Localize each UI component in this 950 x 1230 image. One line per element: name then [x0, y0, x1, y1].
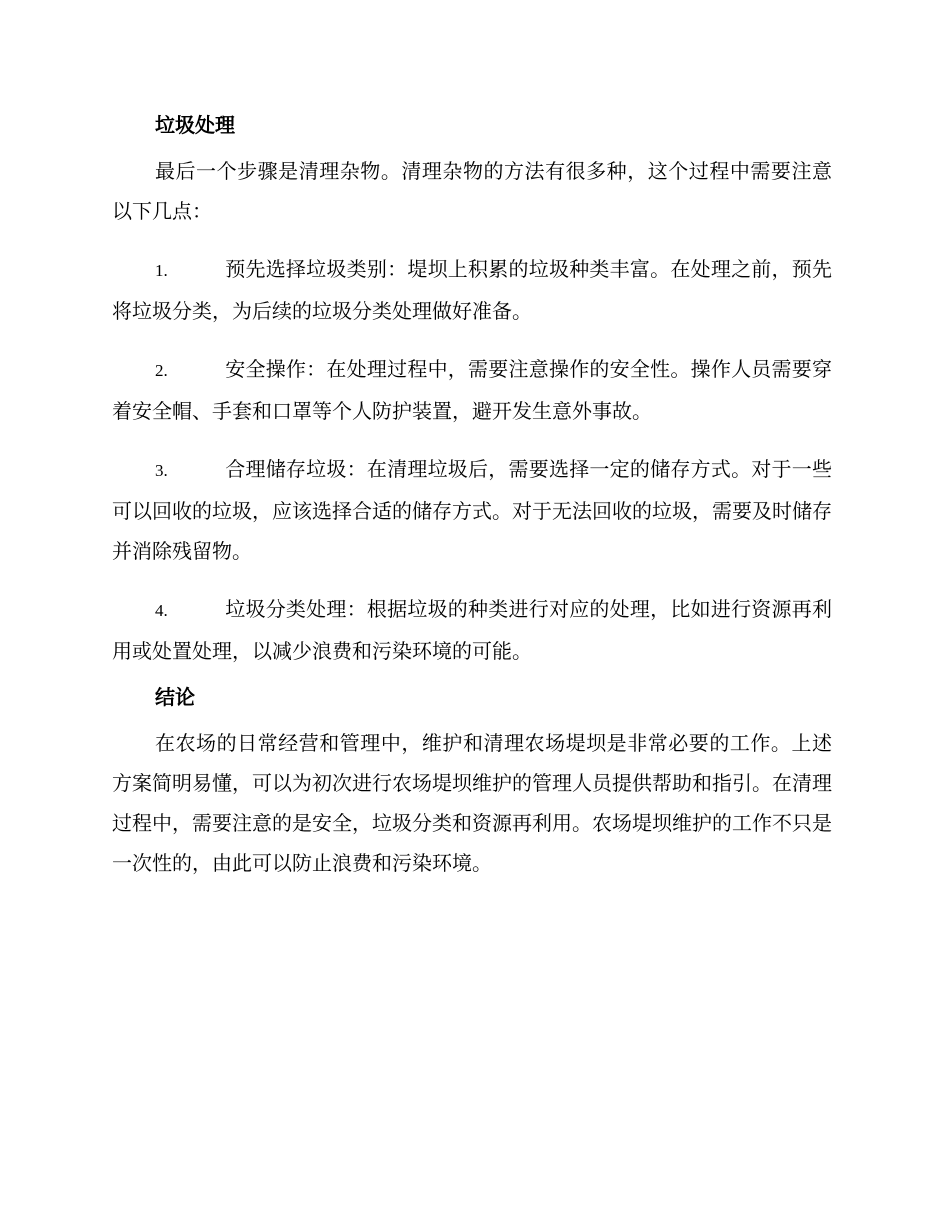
list-item [112, 449, 832, 571]
list-item [112, 589, 832, 671]
list-item-text: 安全操作：在处理过程中，需要注意操作的安全性。操作人员需要穿着安全帽、手套和口罩等个人防护装置，避开发生意外事故。 [112, 357, 832, 423]
conclusion-paragraph: 在农场的日常经营和管理中，维护和清理农场堤坝是非常必要的工作。上述方案简明易懂，可以为初次进行农场堤坝维护的管理人员提供帮助和指引。在清理过程中，需要注意的是安全，垃圾分类和资源再利用。农场堤坝维护的工作不只是一次性的，由此可以防止浪费和污染环境。 [112, 731, 832, 875]
document-page [112, 105, 832, 889]
list-item [112, 349, 832, 431]
list-item-text: 预先选择垃圾类别：堤坝上积累的垃圾种类丰富。在处理之前，预先将垃圾分类，为后续的垃圾分类处理做好准备。 [112, 257, 832, 323]
section-intro-paragraph: 最后一个步骤是清理杂物。清理杂物的方法有很多种，这个过程中需要注意以下几点： [112, 159, 832, 223]
list-item-number: 3. [155, 461, 168, 480]
list-item-number: 2. [155, 361, 168, 380]
list-item-text: 合理储存垃圾：在清理垃圾后，需要选择一定的储存方式。对于一些可以回收的垃圾，应该选择合适的储存方式。对于无法回收的垃圾，需要及时储存并消除残留物。 [112, 457, 832, 563]
list-item-number: 4. [155, 601, 168, 620]
section-heading-garbage: 垃圾处理 [155, 113, 235, 137]
list-item [112, 249, 832, 331]
list-item-text: 垃圾分类处理：根据垃圾的种类进行对应的处理，比如进行资源再利用或处置处理，以减少浪费和污染环境的可能。 [112, 597, 832, 663]
list-item-number: 1. [155, 261, 168, 280]
section-heading-conclusion: 结论 [155, 685, 195, 709]
